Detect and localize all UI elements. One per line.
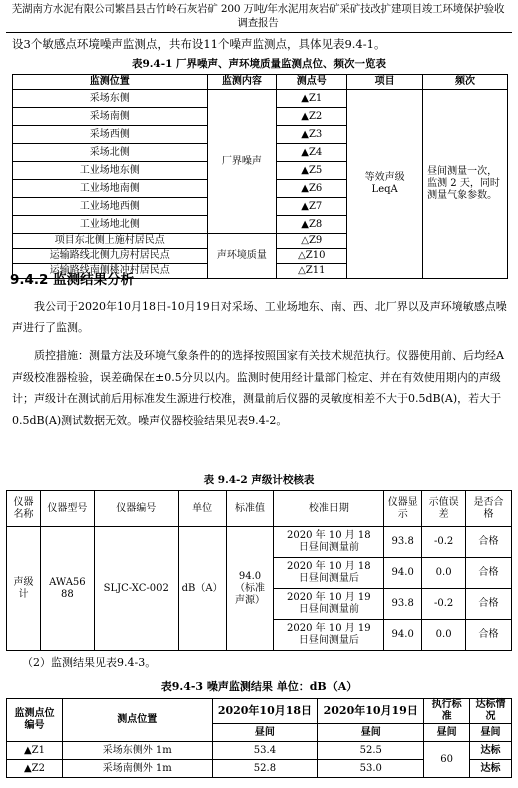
t3-header-result: 达标情况 (470, 699, 512, 724)
t2-error: 0.0 (422, 558, 466, 589)
t1-location: 运输路线南侧桃冲村居民点 (13, 264, 208, 279)
t2-header-unit: 单位 (178, 491, 226, 527)
t2-date: 2020 年 10 月 19 日昼间测量前 (274, 589, 384, 620)
t3-result: 达标 (470, 742, 512, 760)
t1-point: ▲Z4 (277, 144, 347, 162)
t2-header-name: 仪器名称 (7, 491, 41, 527)
t2-name: 声级计 (7, 527, 41, 651)
t2-error: 0.0 (422, 620, 466, 651)
t3-header-date2: 2020年10月19日 (318, 699, 424, 724)
t3-standard: 60 (424, 742, 470, 778)
t3-sub-day: 昼间 (424, 724, 470, 742)
t3-result: 达标 (470, 760, 512, 778)
t1-header-freq: 频次 (423, 75, 508, 90)
t1-point: ▲Z1 (277, 90, 347, 108)
note-text: （2）监测结果见表9.4-3。 (22, 656, 157, 669)
t3-header-date1: 2020年10月18日 (212, 699, 318, 724)
page-header: 芜湖南方水泥有限公司繁昌县古竹岭石灰岩矿 200 万吨/年水泥用灰岩矿采矿技改扩建项目竣工环境保护验收调查报告 (11, 3, 505, 29)
t2-header-date: 校准日期 (274, 491, 384, 527)
t3-sub-day: 昼间 (212, 724, 318, 742)
table1-caption: 表9.4-1 厂界噪声、声环境质量监测点位、频次一览表 (131, 58, 387, 70)
t1-header-location: 监测位置 (13, 75, 208, 90)
t2-header-display: 仪器显示 (384, 491, 422, 527)
t2-error: -0.2 (422, 527, 466, 558)
t3-value-day2: 53.0 (318, 760, 424, 778)
table2-caption: 表 9.4-2 声级计校核表 (203, 474, 315, 486)
t2-display: 94.0 (384, 558, 422, 589)
t1-location: 工业场地东侧 (13, 162, 208, 180)
t3-location: 采场南侧外 1m (62, 760, 212, 778)
t2-date: 2020 年 10 月 18 日昼间测量后 (274, 558, 384, 589)
t2-header-error: 示值误差 (422, 491, 466, 527)
t1-location: 项目东北侧上施村居民点 (13, 234, 208, 249)
t1-header-content: 监测内容 (207, 75, 277, 90)
t1-location: 采场东侧 (13, 90, 208, 108)
t1-point: ▲Z2 (277, 108, 347, 126)
t3-sub-day: 昼间 (318, 724, 424, 742)
t2-display: 93.8 (384, 589, 422, 620)
t3-code: ▲Z2 (7, 760, 63, 778)
t3-header-standard: 执行标准 (424, 699, 470, 724)
t2-error: -0.2 (422, 589, 466, 620)
t1-point: ▲Z6 (277, 180, 347, 198)
t1-location: 采场南侧 (13, 108, 208, 126)
t1-location: 采场北侧 (13, 144, 208, 162)
t2-unit: dB（A） (178, 527, 226, 651)
t3-value-day1: 53.4 (212, 742, 318, 760)
t1-point: △Z10 (277, 249, 347, 264)
t1-point: △Z11 (277, 264, 347, 279)
t3-value-day1: 52.8 (212, 760, 318, 778)
t2-pass: 合格 (466, 527, 512, 558)
paragraph-2: 质控措施：测量方法及环境气象条件的的选择按照国家有关技术规范执行。仪器使用前、后均经A声级校准器检验，误差确保在±0.5分贝以内。监测时使用经计量部门检定、并在有效使用期内的声级计；声级计在测试前后用标准发生源进行校准，测量前后仪器的灵敏度相差不大于0.5dB(A)，若大于0.5dB(A)测试数据无效。噪声仪器校验结果见表9.4-2。 (12, 349, 504, 427)
t1-point: △Z9 (277, 234, 347, 249)
t2-header-std: 标准值 (226, 491, 274, 527)
t1-header-item: 项目 (347, 75, 423, 90)
t1-item: 等效声级 LeqA (347, 90, 423, 279)
t2-header-model: 仪器型号 (40, 491, 94, 527)
t1-location: 工业场地北侧 (13, 216, 208, 234)
t1-point: ▲Z3 (277, 126, 347, 144)
t2-display: 93.8 (384, 527, 422, 558)
t2-pass: 合格 (466, 620, 512, 651)
t2-pass: 合格 (466, 558, 512, 589)
t2-std: 94.0（标准声源） (226, 527, 274, 651)
header-rule (6, 32, 512, 33)
table3-caption: 表9.4-3 噪声监测结果 单位：dB（A） (160, 680, 358, 693)
table-9-4-3 (6, 698, 512, 778)
t1-location: 运输路线北侧九房村居民点 (13, 249, 208, 264)
t2-date: 2020 年 10 月 19 日昼间测量后 (274, 620, 384, 651)
paragraph-1: 我公司于2020年10月18日-10月19日对采场、工业场地东、南、西、北厂界以及声环境敏感点噪声进行了监测。 (12, 300, 507, 334)
t2-header-serial: 仪器编号 (94, 491, 178, 527)
t3-header-code: 监测点位编号 (7, 699, 63, 742)
t1-location: 工业场地西侧 (13, 198, 208, 216)
t1-header-point: 测点号 (277, 75, 347, 90)
t3-header-location: 测点位置 (62, 699, 212, 742)
t1-freq: 昼间测量一次，监测 2 天，同时测量气象参数。 (423, 90, 508, 279)
t2-serial: SLJC-XC-002 (94, 527, 178, 651)
t2-model: AWA5688 (40, 527, 94, 651)
t2-display: 94.0 (384, 620, 422, 651)
t1-point: ▲Z8 (277, 216, 347, 234)
section-heading: 9.4.2 监测结果分析 (10, 272, 135, 288)
t1-location: 工业场地南侧 (13, 180, 208, 198)
t2-pass: 合格 (466, 589, 512, 620)
t3-value-day2: 52.5 (318, 742, 424, 760)
t2-header-pass: 是否合格 (466, 491, 512, 527)
t1-location: 采场西侧 (13, 126, 208, 144)
t1-content-env: 声环境质量 (207, 234, 277, 279)
table-9-4-1 (12, 74, 508, 279)
t3-sub-day: 昼间 (470, 724, 512, 742)
t2-date: 2020 年 10 月 18 日昼间测量前 (274, 527, 384, 558)
t1-content-fence: 厂界噪声 (207, 90, 277, 234)
t1-point: ▲Z5 (277, 162, 347, 180)
intro-text: 设3个敏感点环境噪声监测点，共布设11个噪声监测点，具体见表9.4-1。 (12, 37, 386, 51)
t3-code: ▲Z1 (7, 742, 63, 760)
t1-point: ▲Z7 (277, 198, 347, 216)
t3-location: 采场东侧外 1m (62, 742, 212, 760)
table-9-4-2 (6, 490, 512, 651)
